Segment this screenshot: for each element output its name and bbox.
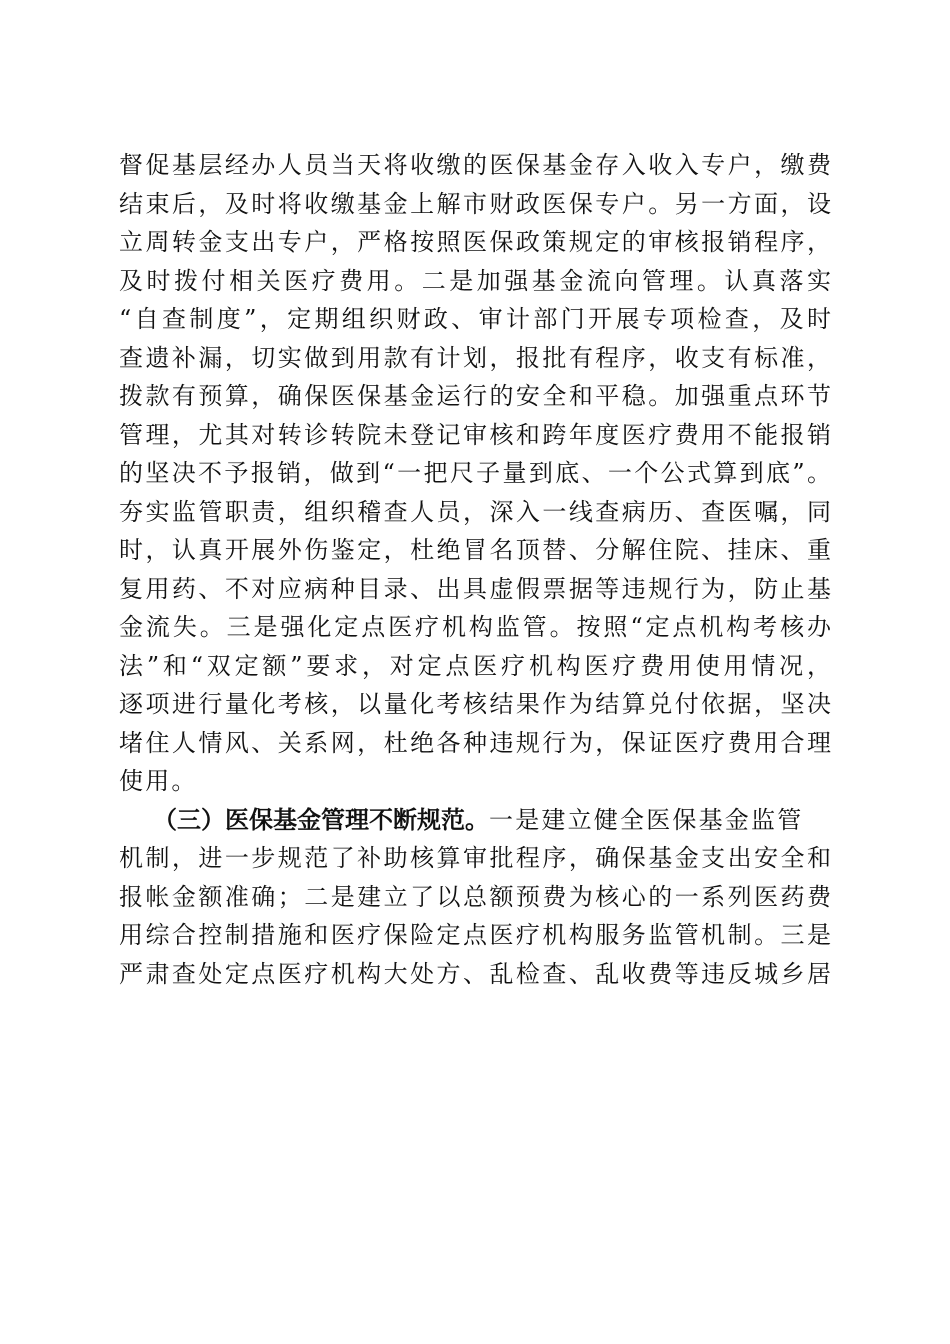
paragraph-2: [119, 801, 831, 994]
text-line: 法”和“双定额”要求，对定点医疗机构医疗费用使用情况，: [119, 651, 831, 680]
heading-line-text: 一是建立健全医保基金监管: [489, 805, 804, 834]
text-line: 立周转金支出专户，严格按照医保政策规定的审核报销程序，: [119, 228, 831, 256]
text-line: 金流失。三是强化定点医疗机构监管。按照“定点机构考核办: [119, 613, 831, 641]
text-line: 的坚决不予报销，做到“一把尺子量到底、一个公式算到底”。: [119, 459, 831, 487]
text-line: 用综合控制措施和医疗保险定点医疗机构服务监管机制。三是: [119, 921, 831, 949]
text-line: 查遗补漏，切实做到用款有计划，报批有程序，收支有标准，: [119, 343, 831, 372]
text-line: 及时拨付相关医疗费用。二是加强基金流向管理。认真落实: [119, 266, 831, 295]
text-line: 堵住人情风、关系网，杜绝各种违规行为，保证医疗费用合理: [119, 728, 831, 757]
text-line: 结束后，及时将收缴基金上解市财政医保专户。另一方面，设: [119, 189, 831, 218]
text-line: 时，认真开展外伤鉴定，杜绝冒名顶替、分解住院、挂床、重: [119, 536, 831, 564]
document-body: [119, 146, 831, 993]
text-line: 夯实监管职责，组织稽查人员，深入一线查病历、查医嘱，同: [119, 497, 831, 526]
text-line: 督促基层经办人员当天将收缴的医保基金存入收入专户，缴费: [119, 151, 831, 179]
text-line: [119, 801, 831, 840]
text-line: 逐项进行量化考核，以量化考核结果作为结算兑付依据，坚决: [119, 690, 831, 718]
text-line: 使用。: [119, 767, 198, 795]
text-line: 管理，尤其对转诊转院未登记审核和跨年度医疗费用不能报销: [119, 420, 831, 449]
text-line: 复用药、不对应病种目录、出具虚假票据等违规行为，防止基: [119, 574, 831, 603]
section-heading: （三）医保基金管理不断规范。: [153, 805, 489, 834]
text-line: 严肃查处定点医疗机构大处方、乱检查、乱收费等违反城乡居: [119, 959, 831, 988]
text-line: 拨款有预算，确保医保基金运行的安全和平稳。加强重点环节: [119, 382, 831, 410]
text-line: “自查制度”，定期组织财政、审计部门开展专项检查，及时: [119, 305, 831, 333]
paragraph-1: [119, 146, 831, 801]
text-line: 机制，进一步规范了补助核算审批程序，确保基金支出安全和: [119, 844, 831, 872]
text-line: 报帐金额准确；二是建立了以总额预费为核心的一系列医药费: [119, 882, 831, 911]
